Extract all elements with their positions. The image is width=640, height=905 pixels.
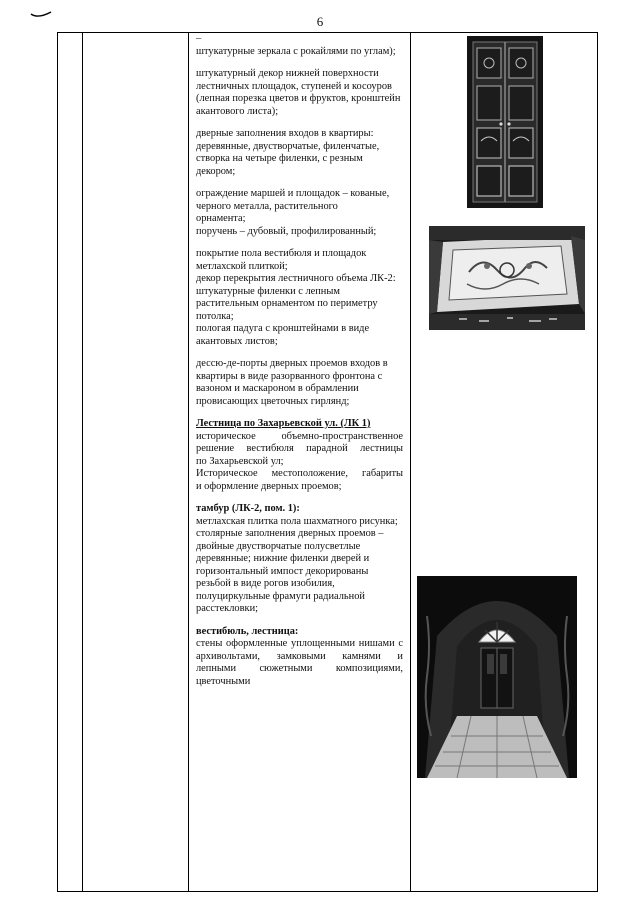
text-line: по Захарьевской ул; [196, 455, 284, 467]
text-block-overdoors [196, 358, 403, 408]
section-heading: Лестница по Захарьевской ул. (ЛК 1) [196, 418, 371, 429]
heritage-table [57, 32, 598, 892]
pen-mark-icon [30, 10, 52, 20]
stair-section [196, 418, 403, 493]
page-number: 6 [316, 14, 324, 29]
text-block-floor-ceiling [196, 248, 403, 348]
table-column-divider [410, 33, 411, 891]
carved-door-photo-icon [467, 36, 543, 208]
text-block-railings [196, 188, 403, 238]
text-line: стены оформленные уплощенными нишами с архивольтами, замковыми камнями и лепными сюжетными композициями, цветочными [196, 638, 403, 687]
tambour-section [196, 503, 403, 616]
table-column-divider [82, 33, 83, 891]
text-line: метлахская плитка пола шахматного рисунка; [196, 515, 398, 527]
text-line: лестничных площадок, ступеней и косоуров (лепная порезка цветов и фруктов, кронштейн акантового листа); [196, 80, 401, 117]
vestibule-section [196, 626, 403, 689]
section-heading: вестибюль, лестница: [196, 625, 299, 637]
stucco-ceiling-photo [429, 226, 585, 330]
text-line: поручень – дубовый, профилированный; [196, 225, 377, 237]
text-line: столярные заполнения дверных проемов – двойные двустворчатые полусветлые деревянные; нижние филенки дверей и горизонтальный импост декорированы резьбой в виде рогов изобилия, полуциркульные фрамуги радиальной расстекловки; [196, 528, 384, 614]
text-line: дессю-де-порты дверных проемов входов в квартиры в виде разорванного фронтона с вазоном и маскароном в обрамлении провисающих цветочных гирлянд; [196, 358, 388, 407]
text-line: покрытие пола вестибюля и площадок метлахской плиткой; [196, 248, 367, 272]
text-line: ограждение маршей и площадок – кованые, черного металла, растительного [196, 188, 390, 212]
carved-door-photo [467, 36, 543, 208]
section-heading: тамбур (ЛК-2, пом. 1): [196, 503, 300, 514]
text-line: историческое объемно-пространственное решение вестибюля парадной лестницы [196, 430, 403, 454]
text-line: штукатурный декор нижней поверхности [196, 68, 379, 79]
text-line: – [196, 33, 202, 44]
text-block-mirrors [196, 33, 403, 58]
text-line: и оформление дверных проемов; [196, 480, 342, 492]
arched-vestibule-photo [417, 576, 577, 778]
stucco-ceiling-photo-icon [429, 226, 585, 330]
table-column-divider [188, 33, 189, 891]
text-line: Историческое местоположение, габариты [196, 468, 403, 479]
text-line: штукатурные зеркала с рокайлями по углам); [196, 45, 396, 57]
text-line: пологая падуга с кронштейнами в виде акантовых листов; [196, 323, 370, 347]
protected-elements-text [196, 33, 403, 891]
arched-vestibule-photo-icon [417, 576, 577, 778]
text-line: декор перекрытия лестничного объема ЛК-2: штукатурные филенки с лепным растительным орнаментом по периметру потолка; [196, 273, 396, 322]
text-block-apartment-doors [196, 128, 403, 178]
text-line: орнамента; [196, 213, 246, 224]
text-block-landing-decor [196, 68, 403, 118]
text-line: дверные заполнения входов в квартиры: деревянные, двустворчатые, филенчатые, створка на четыре филенки, с резным декором; [196, 128, 380, 177]
